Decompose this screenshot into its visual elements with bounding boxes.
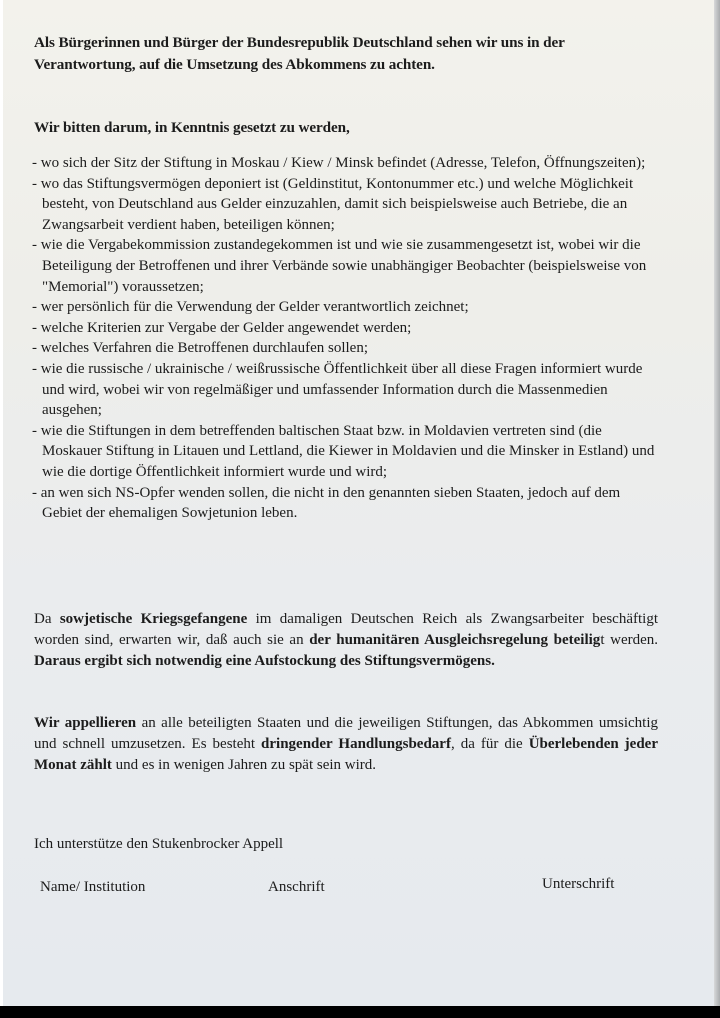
appeal-paragraph [34, 713, 658, 775]
signature-fields [40, 876, 680, 898]
page-left-margin [0, 0, 3, 1006]
text-run: und es in wenigen Jahren zu spät sein wird. [111, 756, 377, 773]
text-run: an alle beteiligten Staaten und die jeweiligen Stiftungen, das Abkommen umsichtig und schnell umzusetzen. Es besteht [34, 715, 658, 752]
bullet-dash: - [32, 360, 37, 377]
request-item [32, 235, 662, 297]
request-text: wo sich der Sitz der Stiftung in Moskau / Kiew / Minsk befindet (Adresse, Telefon, Öffnungszeiten); [40, 155, 646, 171]
request-item [32, 153, 662, 174]
request-item [32, 318, 662, 339]
address-field-label: Anschrift [268, 879, 325, 895]
text-run: im damaligen Deutschen Reich als Zwangsarbeiter beschäftigt worden sind, erwarten wir, daß auch sie an [34, 611, 658, 648]
bottom-black-bar [0, 1006, 720, 1018]
request-title: Wir bitten darum, in Kenntnis gesetzt zu werden, [34, 119, 350, 136]
page-right-shadow [714, 0, 720, 1006]
request-text: an wen sich NS-Opfer wenden sollen, die nicht in den genannten sieben Staaten, jedoch auf dem Gebiet der ehemaligen Sowjetunion leben. [40, 484, 621, 522]
bullet-dash: - [32, 237, 37, 254]
bullet-dash: - [32, 340, 37, 357]
bold-run: sowjetische Kriegsgefangene [59, 611, 248, 627]
pow-paragraph [34, 609, 658, 671]
request-item [32, 297, 662, 318]
request-text: wie die Vergabekommission zustandegekommen ist und wie sie zusammengesetzt ist, wobei wir die Beteiligung der Betroffenen und ihrer Verbände sowie unabhängiger Beobachter (beispielsweise von "Memorial") voraussetzen; [40, 237, 647, 295]
bold-run: Daraus ergibt sich notwendig eine Aufstockung des Stiftungsvermögens. [34, 652, 495, 669]
bullet-dash: - [32, 155, 37, 171]
intro-heading: Als Bürgerinnen und Bürger der Bundesrepublik Deutschland sehen wir uns in der Verantwortung, auf die Umsetzung des Abkommens zu achten. [34, 34, 565, 73]
signature-field-label: Unterschrift [542, 876, 615, 892]
request-list [32, 153, 662, 524]
request-text: welches Verfahren die Betroffenen durchlaufen sollen; [40, 340, 368, 357]
request-text: wer persönlich für die Verwendung der Gelder verantwortlich zeichnet; [40, 299, 469, 316]
bold-run: Wir appellieren [34, 715, 137, 731]
bold-run: der humanitären Ausgleichsregelung beteilig [309, 631, 601, 648]
request-item [32, 483, 662, 524]
bullet-dash: - [32, 175, 37, 192]
request-text: wo das Stiftungsvermögen deponiert ist (Geldinstitut, Kontonummer etc.) und welche Möglichkeit besteht, von Deutschland aus Gelder einzuzahlen, damit sich beispielsweise auch Betriebe, die an Zwangsarbeit verdient haben, beteiligen können; [40, 175, 634, 233]
request-text: welche Kriterien zur Vergabe der Gelder angewendet werden; [40, 319, 412, 336]
support-statement: Ich unterstütze den Stukenbrocker Appell [34, 836, 284, 852]
text-run: Da [34, 611, 60, 627]
bullet-dash: - [32, 299, 37, 316]
request-item [32, 421, 662, 483]
name-field-label: Name/ Institution [40, 879, 146, 895]
request-text: wie die Stiftungen in dem betreffenden baltischen Staat bzw. in Moldavien vertreten sind (die Moskauer Stiftung in Litauen und Lettland, die Kiewer in Moldavien und die Minsker in Estland) und wie die dortige Öffentlichkeit informiert wurde und wird; [40, 422, 655, 480]
text-run: , da für die [450, 735, 529, 752]
text-run: t werden. [600, 631, 659, 648]
request-item [32, 338, 662, 359]
request-item [32, 174, 662, 236]
bullet-dash: - [32, 422, 37, 439]
bullet-dash: - [32, 484, 37, 501]
bold-run: Überlebenden jeder Monat zählt [34, 735, 658, 773]
bold-run: dringender Handlungsbedarf [261, 735, 451, 752]
request-item [32, 359, 662, 421]
bullet-dash: - [32, 319, 37, 336]
request-text: wie die russische / ukrainische / weißrussische Öffentlichkeit über all diese Fragen informiert wurde und wird, wobei wir von regelmäßiger und umfassender Information durch die Massenmedien ausgehen; [40, 360, 643, 419]
